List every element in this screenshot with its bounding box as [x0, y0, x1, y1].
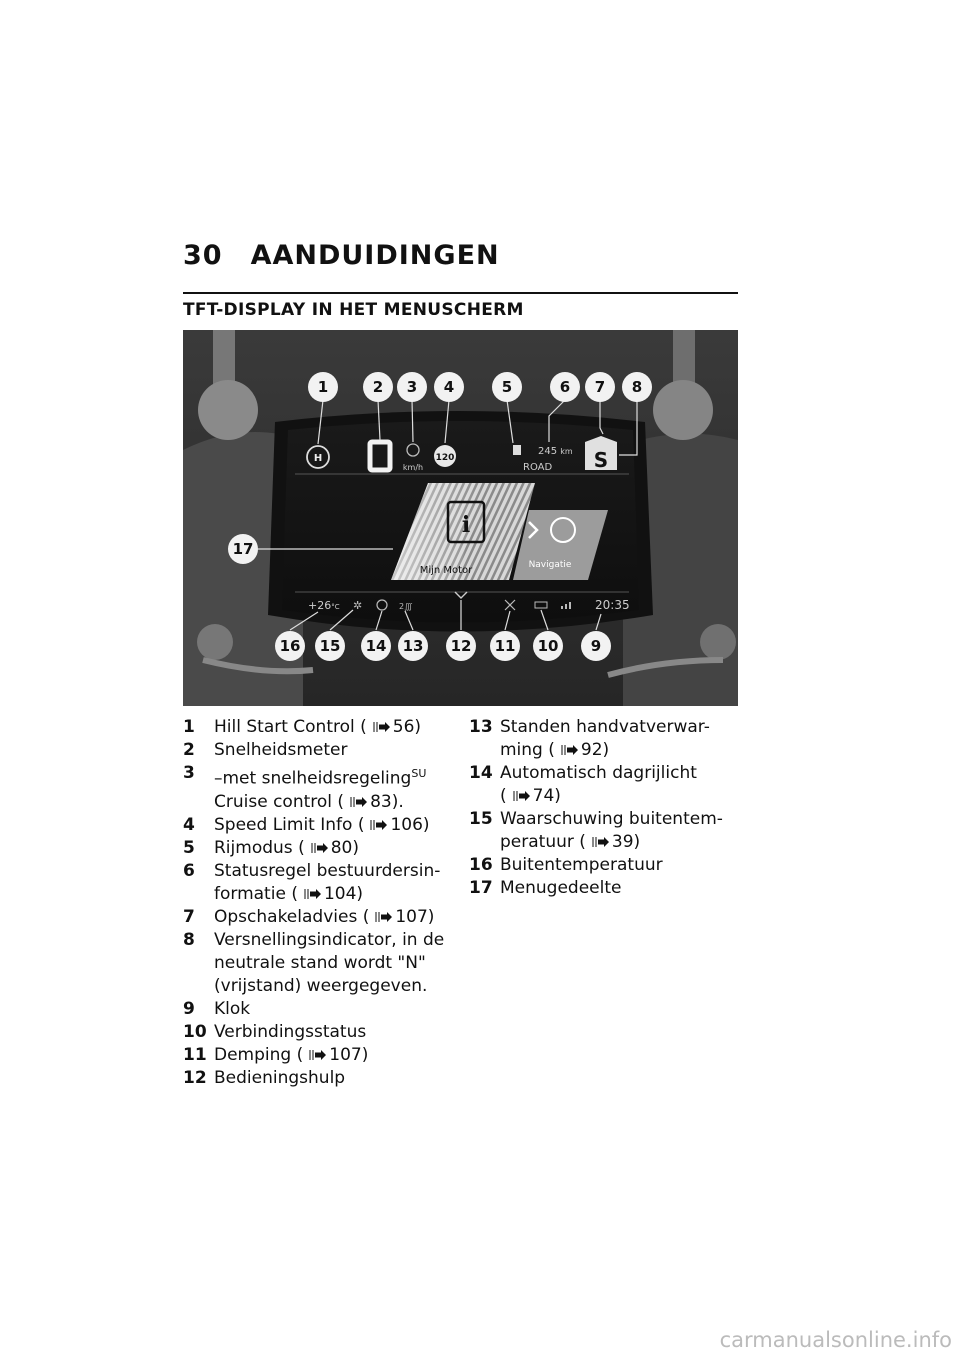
grip-heating-icon: 2∭	[399, 602, 413, 611]
legend-text	[214, 906, 445, 929]
legend-number: 11	[183, 1044, 207, 1065]
riding-mode: ROAD	[523, 462, 553, 473]
chapter-name: AANDUIDINGEN	[250, 240, 500, 271]
svg-text:4: 4	[443, 378, 455, 396]
svg-text:8: 8	[631, 378, 643, 396]
legend-text	[214, 716, 445, 739]
page-reference-number: 83).	[370, 791, 404, 812]
page-reference-icon	[304, 888, 322, 900]
svg-text:7: 7	[594, 378, 606, 396]
legend-text	[500, 716, 739, 762]
callout-5	[492, 372, 522, 402]
legend-line: Buitentemperatuur	[500, 855, 663, 875]
header-rule	[183, 292, 738, 294]
range-unit: km	[560, 447, 573, 456]
page-reference-icon	[592, 836, 610, 848]
svg-text:2: 2	[372, 378, 384, 396]
legend-text	[214, 1067, 445, 1090]
callout-1	[308, 372, 338, 402]
legend-text	[500, 808, 739, 854]
legend-line: Cruise control	[214, 791, 333, 812]
svg-text:15: 15	[319, 637, 341, 655]
fuel-icon	[513, 445, 521, 455]
callout-4	[434, 372, 464, 402]
svg-text:9: 9	[590, 637, 602, 655]
tft-display-figure	[183, 330, 738, 706]
gear-value: S	[593, 448, 609, 472]
legend-number: 3	[183, 763, 195, 783]
page-reference-icon	[309, 1049, 327, 1061]
legend-line: Opschakeladvies	[214, 906, 358, 927]
svg-text:1: 1	[317, 378, 329, 396]
legend-text	[214, 762, 445, 814]
callout-14	[361, 631, 391, 661]
legend-line: ming	[500, 740, 543, 760]
legend-number: 9	[183, 998, 195, 1019]
legend-line: peratuur	[500, 832, 574, 852]
legend-line: Rijmodus	[214, 837, 293, 858]
legend-number: 13	[469, 717, 493, 737]
page-reference-number: 39)	[611, 832, 641, 852]
legend-left-column	[183, 716, 445, 1090]
page-reference-icon	[370, 819, 388, 831]
page-reference-icon	[373, 721, 391, 733]
page-number: 30	[183, 240, 223, 271]
svg-text:12: 12	[450, 637, 472, 655]
legend-line: Standen handvatverwar-	[500, 717, 710, 737]
footer-watermark: carmanualsonline.info	[719, 1328, 952, 1352]
page-reference-icon	[561, 744, 579, 756]
temperature-value: +26	[308, 599, 332, 612]
legend-item	[469, 762, 739, 808]
legend-text	[214, 998, 445, 1021]
page-reference-number: 56)	[392, 717, 422, 737]
legend-item	[469, 716, 739, 762]
page-reference: ( 92)	[548, 740, 610, 760]
page-reference-icon	[513, 790, 531, 802]
legend-line: Speed Limit Info	[214, 814, 353, 835]
legend-line: Bedieningshulp	[214, 1067, 346, 1088]
legend-line: Automatisch dagrijlicht	[500, 763, 697, 783]
option-code: SU	[411, 767, 427, 780]
legend-text	[214, 739, 445, 762]
legend-item	[183, 906, 445, 929]
callout-12	[446, 631, 476, 661]
legend-item	[183, 837, 445, 860]
page-reference: ( 106)	[357, 814, 430, 835]
svg-text:3: 3	[406, 378, 418, 396]
clock-value: 20:35	[595, 598, 630, 612]
page-reference-icon	[350, 796, 368, 808]
legend-item	[183, 1067, 445, 1090]
legend-number: 4	[183, 814, 195, 835]
page-reference-icon	[375, 911, 393, 923]
legend-item	[183, 860, 445, 906]
callout-15	[315, 631, 345, 661]
legend-item	[183, 1021, 445, 1044]
legend-item	[183, 814, 445, 837]
page-reference: ( 56)	[360, 717, 422, 737]
page-reference-number: 92)	[580, 740, 610, 760]
legend-item	[183, 1044, 445, 1067]
legend-line: neutrale stand wordt "N"	[214, 952, 426, 973]
legend-number: 1	[183, 717, 195, 737]
page-reference: ( 83).	[337, 791, 404, 812]
legend-number: 10	[183, 1021, 207, 1042]
legend-item	[469, 808, 739, 854]
legend-line: Versnellingsindicator, in de	[214, 929, 445, 950]
page-reference-number: 74)	[532, 786, 561, 806]
callout-16	[275, 631, 305, 661]
menu-right-label: Navigatie	[528, 560, 572, 570]
legend-number: 12	[183, 1067, 207, 1088]
legend-item	[183, 762, 445, 814]
callout-9	[581, 631, 611, 661]
callout-13	[398, 631, 428, 661]
legend-number: 8	[183, 929, 195, 950]
speed-limit-value: 120	[435, 453, 455, 463]
legend-number: 5	[183, 837, 195, 858]
svg-text:H: H	[313, 453, 323, 464]
page-reference-number: 104)	[323, 883, 364, 904]
chapter-title	[183, 240, 738, 271]
svg-text:i: i	[461, 512, 471, 538]
legend-item	[183, 739, 445, 762]
legend-line: formatie	[214, 883, 286, 904]
callout-8	[622, 372, 652, 402]
tft-display-illustration	[183, 330, 738, 706]
legend-item	[183, 998, 445, 1021]
legend-text	[214, 929, 445, 998]
legend-text	[500, 854, 739, 877]
temperature-unit: °C	[331, 603, 340, 611]
legend-item	[183, 929, 445, 998]
legend-text	[500, 762, 739, 808]
page-reference: ( 107)	[362, 906, 435, 927]
page-reference: ( 39)	[579, 832, 641, 852]
callout-2	[363, 372, 393, 402]
legend-line: Klok	[214, 998, 251, 1019]
legend-item	[469, 854, 739, 877]
page-reference: ( 80)	[298, 837, 359, 858]
legend-line: Snelheidsmeter	[214, 740, 348, 760]
svg-text:11: 11	[494, 637, 516, 655]
svg-text:16: 16	[279, 637, 301, 655]
svg-text:6: 6	[559, 378, 571, 396]
callout-11	[490, 631, 520, 661]
legend-text	[214, 814, 445, 837]
callout-17	[228, 534, 258, 564]
section-title: TFT-DISPLAY IN HET MENUSCHERM	[183, 300, 524, 320]
legend-line: Hill Start Control	[214, 717, 355, 737]
legend-number: 17	[469, 878, 493, 898]
legend-right-column	[469, 716, 739, 900]
speed-unit: km/h	[402, 463, 424, 472]
legend-line: Menugedeelte	[500, 878, 622, 898]
legend-text	[500, 877, 739, 900]
page-reference-icon	[311, 842, 329, 854]
svg-text:13: 13	[402, 637, 424, 655]
legend-text	[214, 860, 445, 906]
legend-number: 7	[183, 906, 195, 927]
menu-left-label: Mijn Motor	[419, 565, 473, 576]
callout-6	[550, 372, 580, 402]
page-header	[183, 240, 738, 271]
legend-number: 6	[183, 860, 195, 881]
legend-line: Verbindingsstatus	[214, 1021, 367, 1042]
legend-line: Demping	[214, 1044, 292, 1065]
callout-7	[585, 372, 615, 402]
legend-item	[183, 716, 445, 739]
callout-3	[397, 372, 427, 402]
legend-number: 2	[183, 740, 195, 760]
svg-text:17: 17	[232, 540, 254, 558]
page-reference-number: 106)	[390, 814, 430, 835]
callout-10	[533, 631, 563, 661]
page-reference: ( 104)	[291, 883, 364, 904]
page-reference: ( 74)	[500, 786, 561, 806]
page-reference-number: 107)	[329, 1044, 369, 1065]
legend-line: –met snelheidsregeling	[214, 768, 412, 789]
legend-text	[214, 1021, 445, 1044]
svg-text:245 km	[538, 446, 573, 457]
legend-text	[214, 1044, 445, 1067]
legend-number: 16	[469, 855, 493, 875]
page-reference-number: 107)	[395, 906, 435, 927]
legend-number: 14	[469, 763, 493, 783]
page-reference: ( 107)	[296, 1044, 369, 1065]
svg-text:10: 10	[537, 637, 559, 655]
range-value: 245	[538, 446, 558, 457]
legend-number: 15	[469, 809, 493, 829]
legend-line: (vrijstand) weergegeven.	[214, 975, 428, 996]
frost-warning-icon: ✲	[353, 599, 363, 612]
legend-line: Statusregel bestuurdersin-	[214, 860, 441, 881]
page-reference-number: 80)	[330, 837, 359, 858]
legend-item	[469, 877, 739, 900]
svg-text:5: 5	[501, 378, 513, 396]
svg-text:14: 14	[365, 637, 387, 655]
legend-text	[214, 837, 445, 860]
legend-line: Waarschuwing buitentem-	[500, 809, 723, 829]
